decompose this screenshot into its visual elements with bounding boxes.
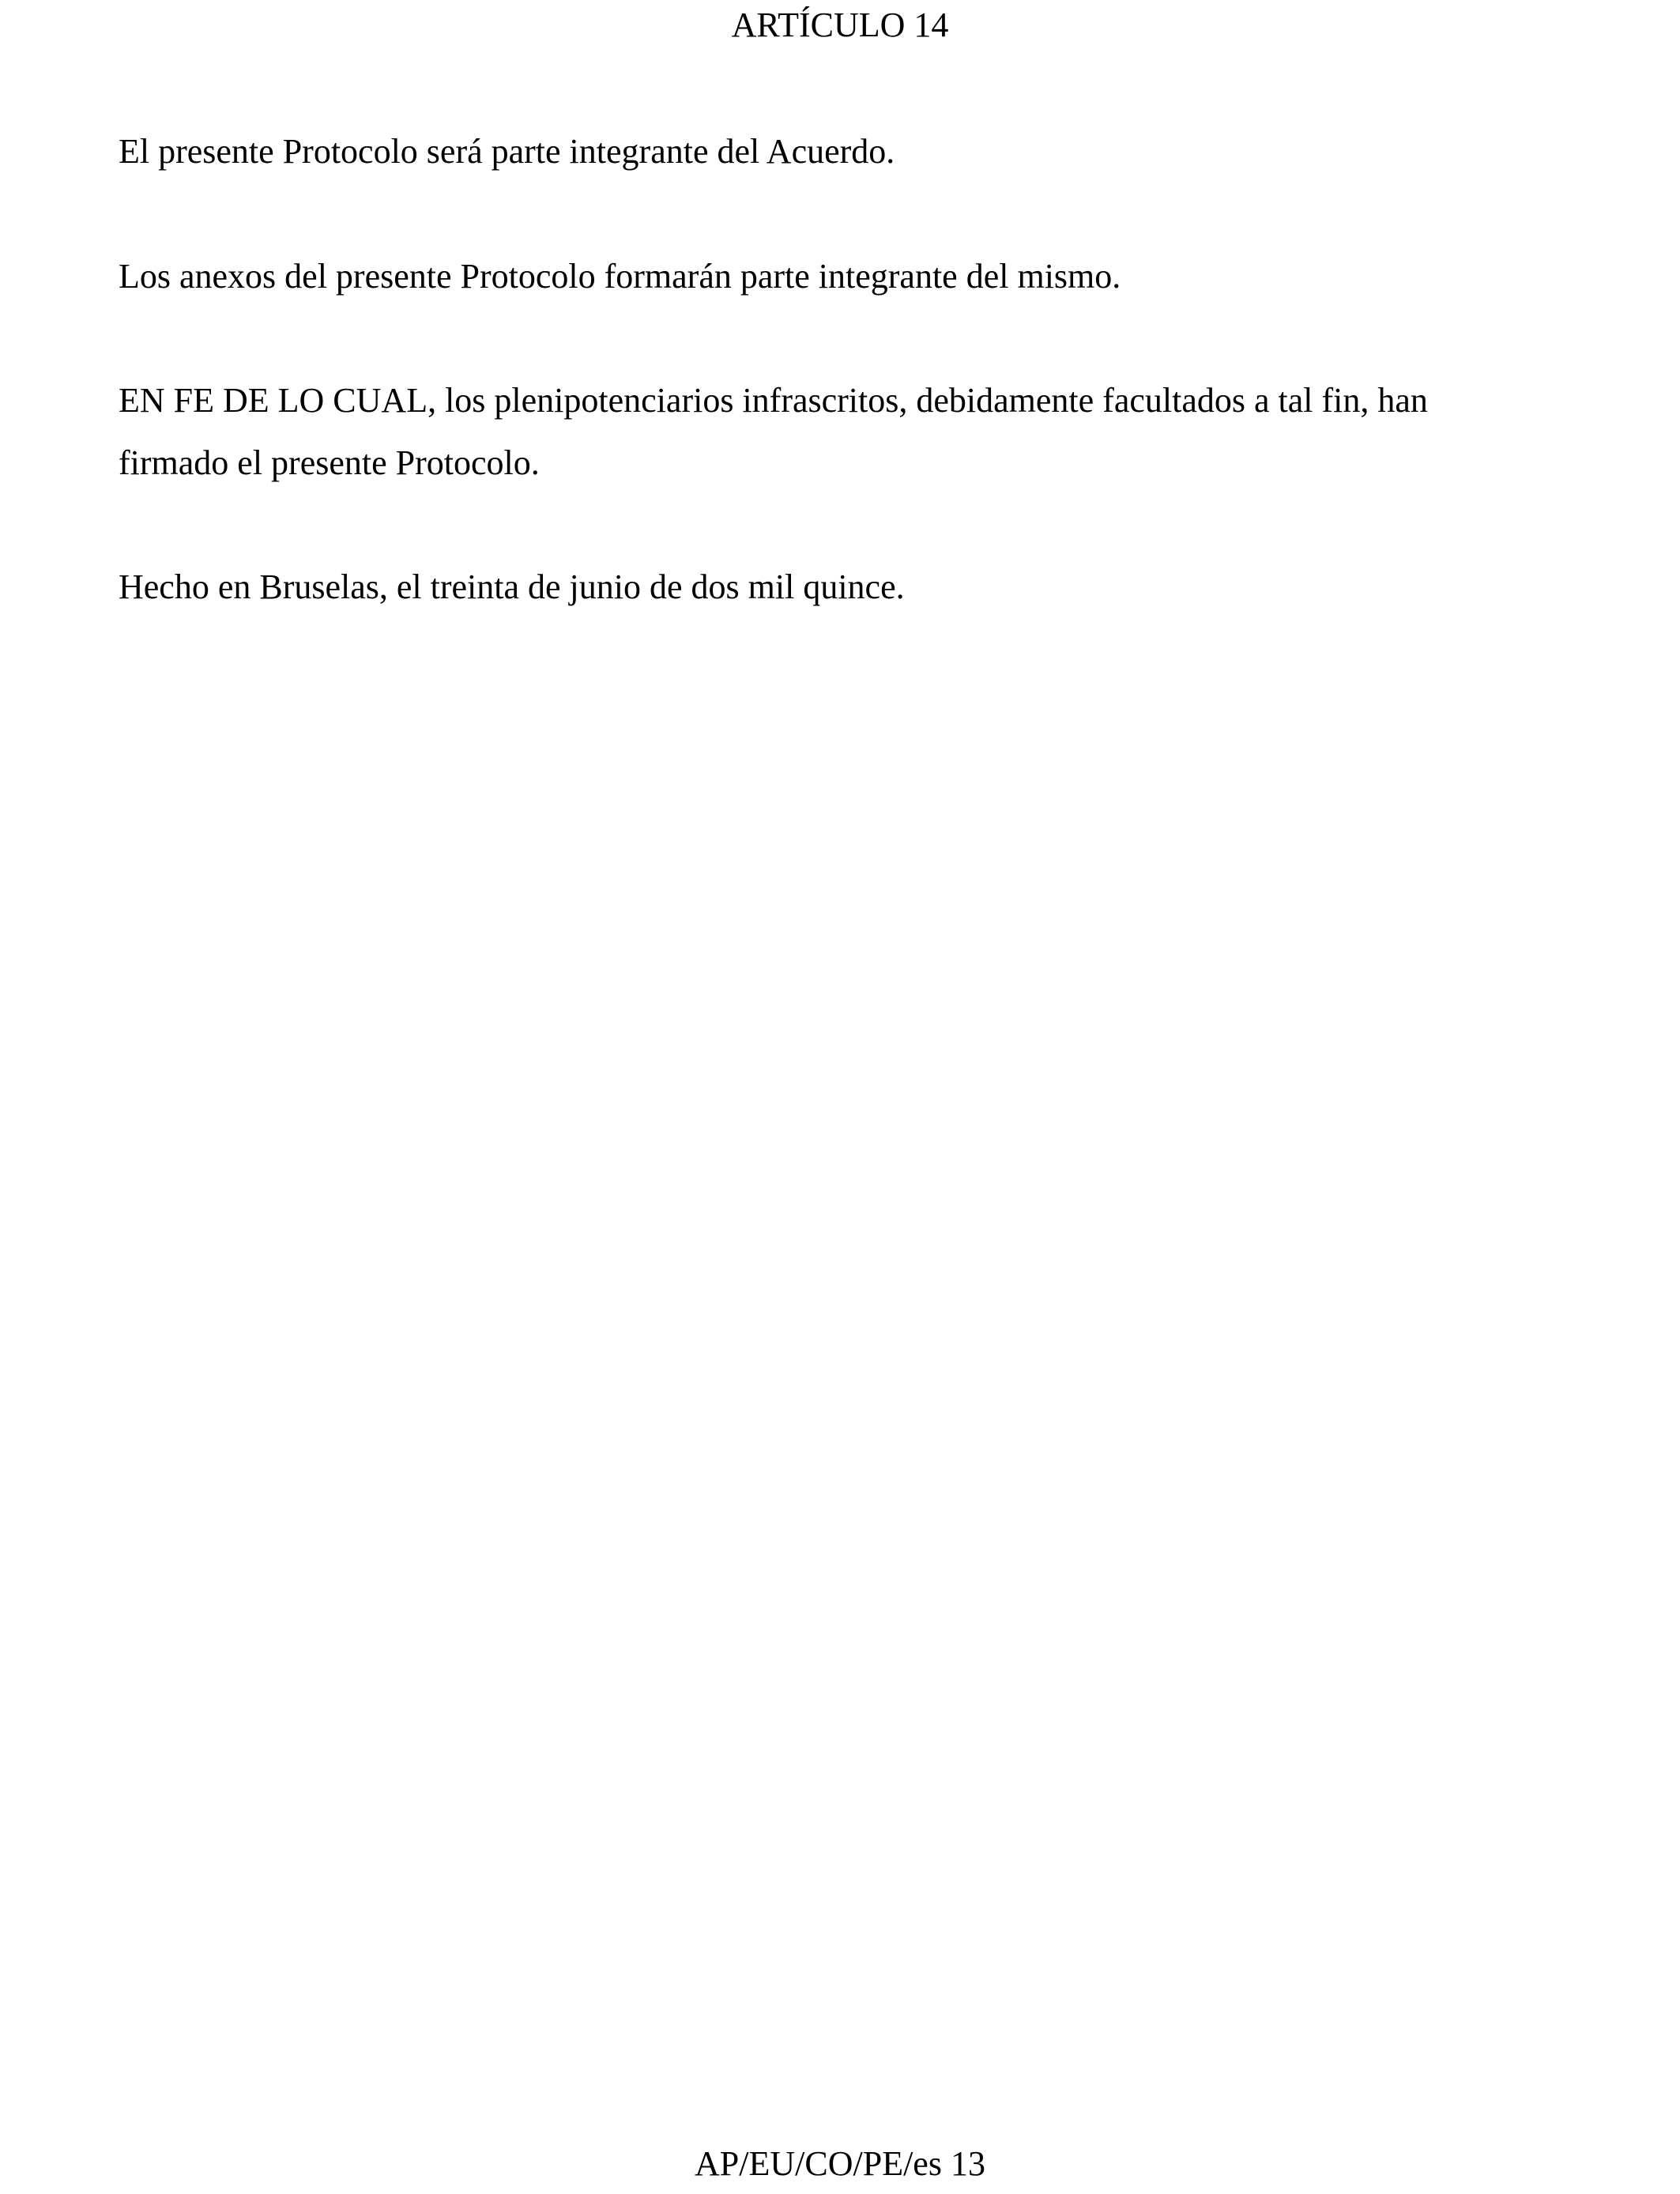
paragraph-in-witness: EN FE DE LO CUAL, los plenipotenciarios infrascritos, debidamente facultados a tal fin, han firmado el presente Protocolo. — [119, 381, 1428, 482]
paragraph-done-at: Hecho en Bruselas, el treinta de junio de dos mil quince. — [119, 567, 905, 606]
paragraph-protocol-integral: El presente Protocolo será parte integrante del Acuerdo. — [119, 132, 895, 171]
page-footer-reference: AP/EU/CO/PE/es 13 — [695, 2144, 985, 2183]
article-heading: ARTÍCULO 14 — [731, 6, 949, 44]
paragraph-annexes: Los anexos del presente Protocolo formarán parte integrante del mismo. — [119, 257, 1121, 296]
